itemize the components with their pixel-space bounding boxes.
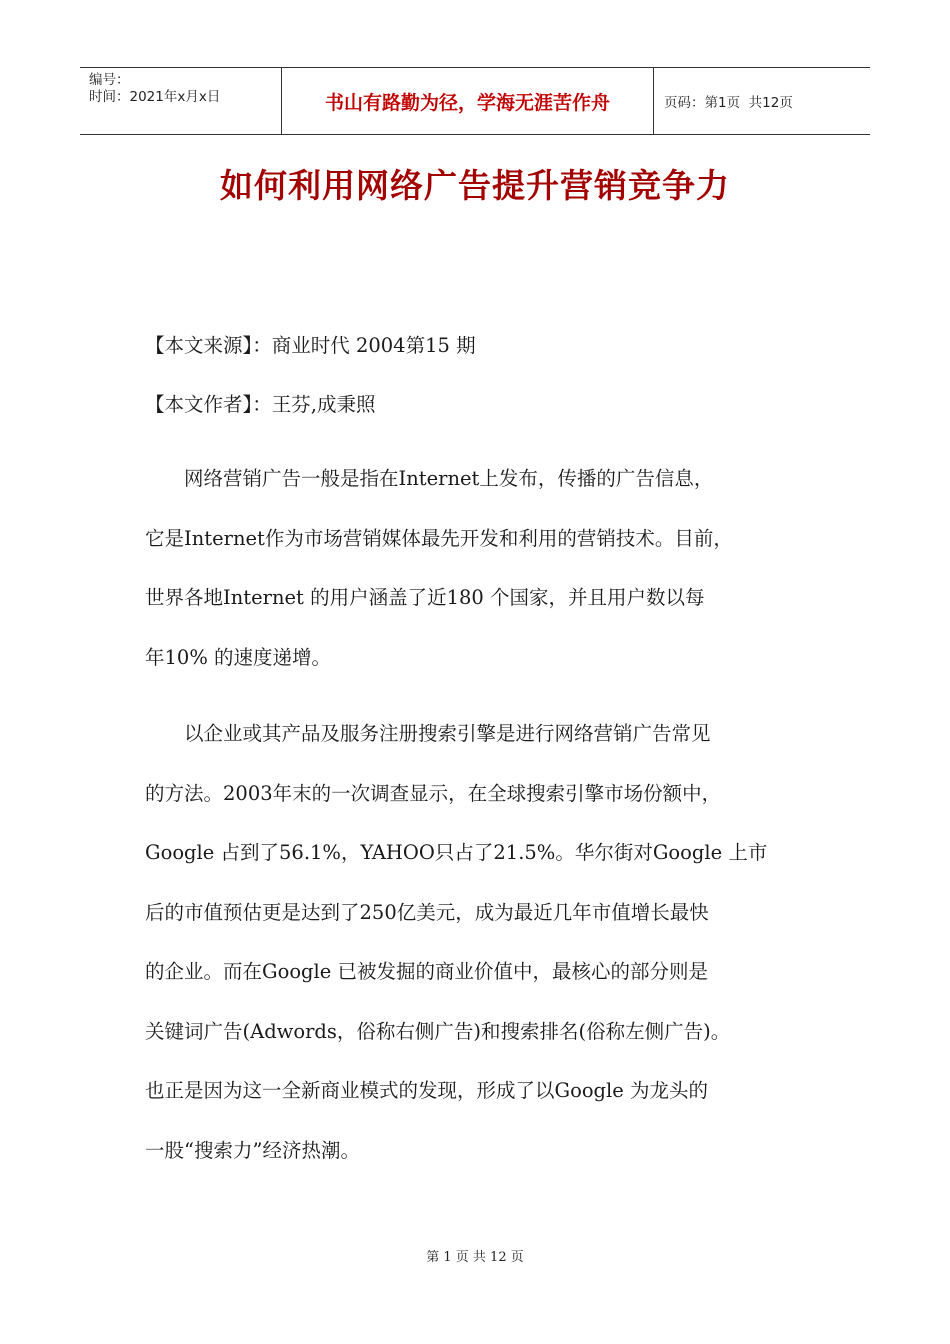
- paragraph-line: 年10% 的速度递增。: [145, 645, 332, 669]
- document-header: [80, 67, 870, 135]
- paragraph-line: 的方法。2003年末的一次调查显示，在全球搜索引擎市场份额中，: [145, 781, 722, 805]
- document-time-label: 时间：2021年x月x日: [89, 89, 221, 105]
- paragraph-2: [145, 704, 815, 1180]
- header-page-info: 页码：第1页 共12页: [664, 95, 793, 111]
- paragraph-line: 它是Internet作为市场营销媒体最先开发和利用的营销技术。目前，: [145, 526, 733, 550]
- paragraph-line: Google 占到了56.1%，YAHOO只占了21.5%。华尔街对Google 上市: [145, 841, 768, 864]
- paragraph-line: 也正是因为这一全新商业模式的发现，形成了以Google 为龙头的: [145, 1079, 709, 1102]
- paragraph-line: 以企业或其产品及服务注册搜索引擎是进行网络营销广告常见: [145, 722, 711, 745]
- header-meta-cell: [80, 68, 281, 134]
- header-motto: 书山有路勤为径，学海无涯苦作舟: [281, 68, 654, 134]
- article-author: 【本文作者】：王芬,成秉照: [145, 393, 376, 416]
- paragraph-line: 的企业。而在Google 已被发掘的商业价值中，最核心的部分则是: [145, 960, 709, 983]
- paragraph-1: [145, 449, 815, 687]
- document-title: 如何利用网络广告提升营销竞争力: [220, 166, 730, 205]
- paragraph-line: 一股“搜索力”经济热潮。: [145, 1138, 360, 1162]
- paragraph-line: 世界各地Internet 的用户涵盖了近180 个国家，并且用户数以每: [145, 586, 705, 609]
- document-number-label: 编号：: [89, 72, 130, 88]
- header-page-info-cell: [654, 68, 870, 134]
- paragraph-line: 关键词广告(Adwords，俗称右侧广告)和搜索排名(俗称左侧广告)。: [145, 1019, 731, 1043]
- article-source: 【本文来源】：商业时代 2004第15 期: [145, 334, 476, 357]
- page-footer: 第 1 页 共 12 页: [426, 1250, 524, 1265]
- paragraph-line: 网络营销广告一般是指在Internet上发布，传播的广告信息，: [145, 467, 714, 490]
- paragraph-line: 后的市值预估更是达到了250亿美元，成为最近几年市值增长最快: [145, 900, 709, 924]
